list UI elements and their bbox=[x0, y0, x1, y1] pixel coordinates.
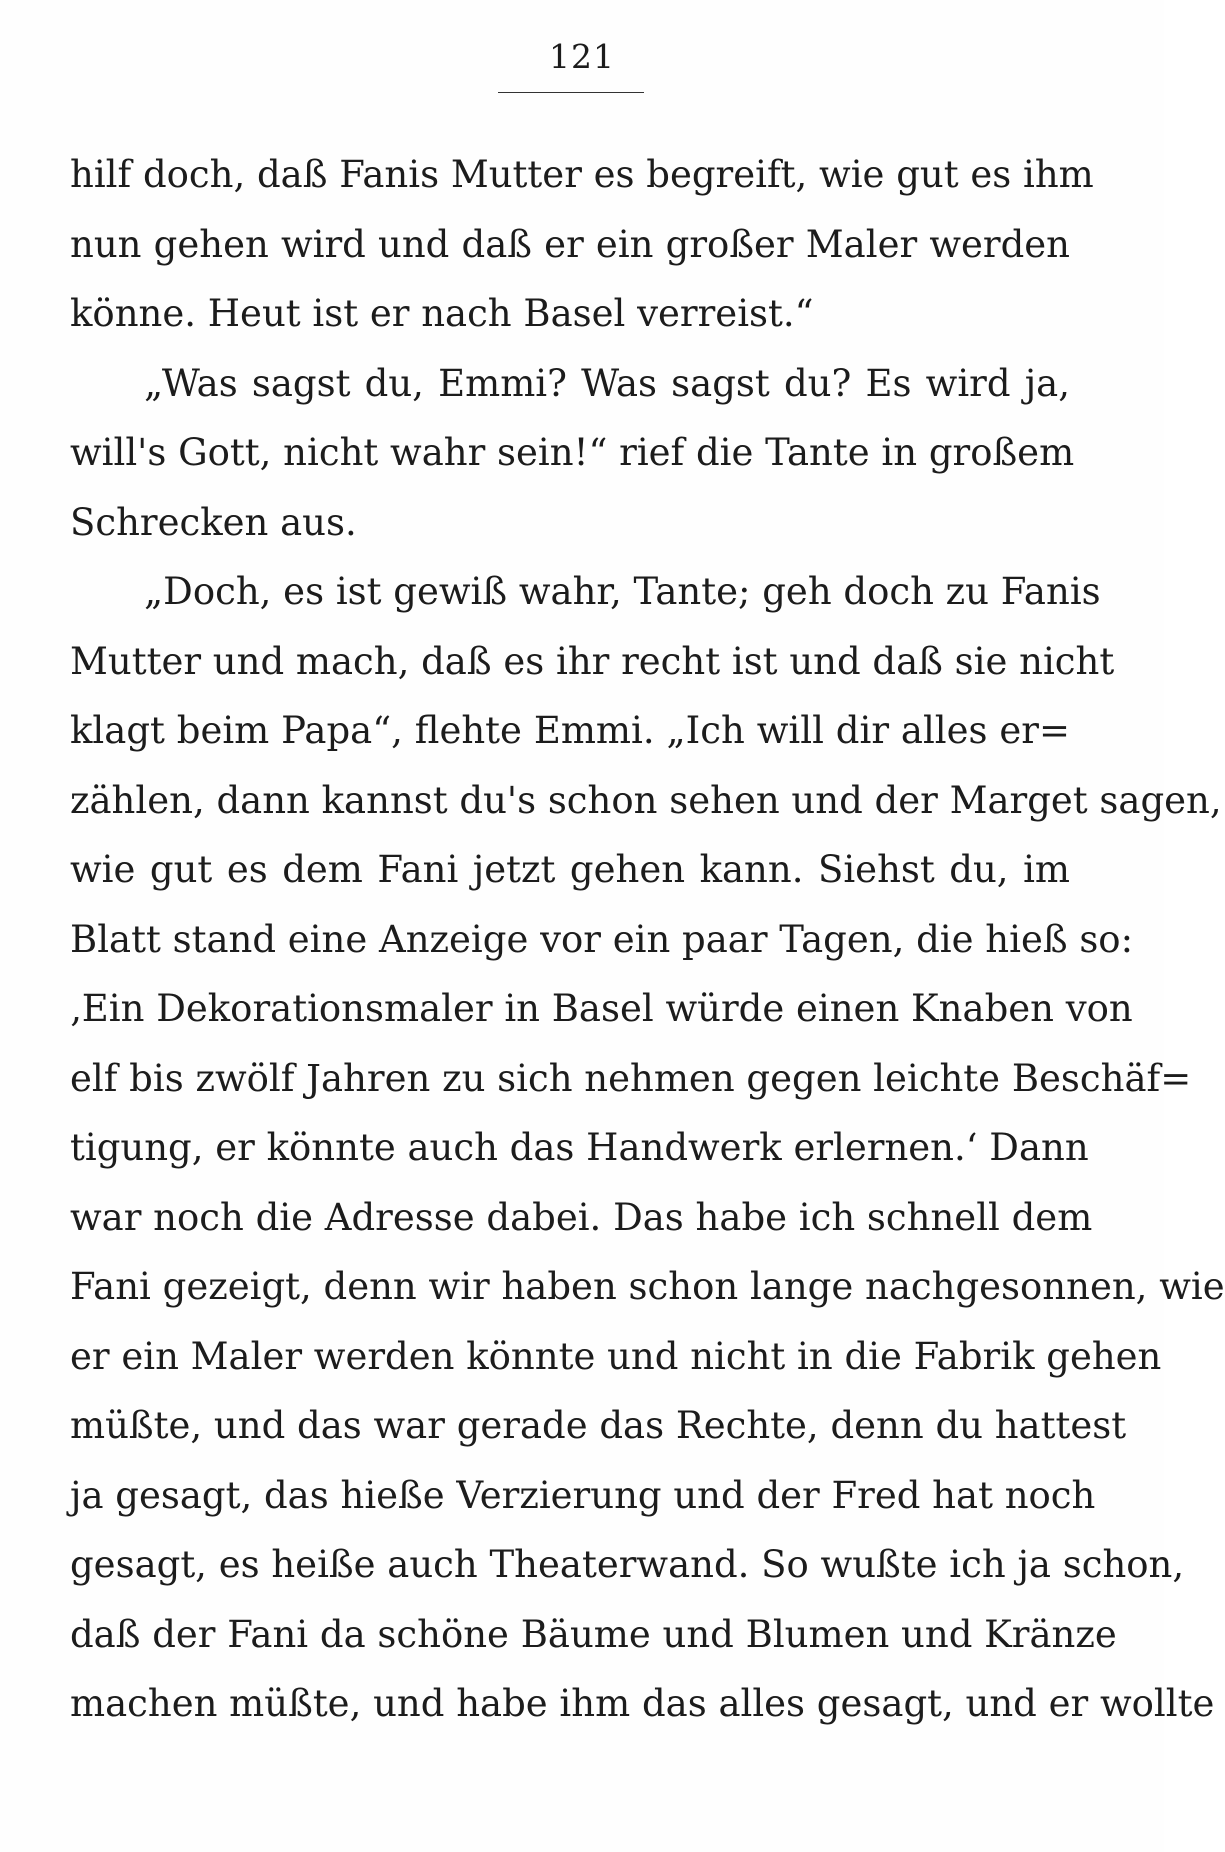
text-line: ja gesagt, das hieße Verzierung und der Fred hat noch bbox=[70, 1473, 1096, 1517]
text-line: hilf doch, daß Fanis Mutter es begreift, wie gut es ihm bbox=[70, 153, 1094, 196]
page-number: 121 bbox=[549, 37, 615, 76]
text-line: war noch die Adresse dabei. Das habe ich schnell dem bbox=[70, 1195, 1093, 1239]
text-line: Mutter und mach, daß es ihr recht ist und daß sie nicht bbox=[70, 639, 1115, 683]
text-line: nun gehen wird und daß er ein großer Maler werden bbox=[70, 222, 1070, 266]
text-line: tigung, er könnte auch das Handwerk erlernen.‘ Dann bbox=[70, 1126, 1089, 1169]
text-line: gesagt, es heiße auch Theaterwand. So wußte ich ja schon, bbox=[70, 1543, 1185, 1586]
text-line: Schrecken aus. bbox=[70, 500, 357, 544]
body-text bbox=[70, 140, 1225, 1739]
text-line: „Was sagst du, Emmi? Was sagst du? Es wird ja, bbox=[144, 361, 1070, 405]
text-line: „Doch, es ist gewiß wahr, Tante; geh doch zu Fanis bbox=[144, 570, 1101, 613]
text-line: will's Gott, nicht wahr sein!“ rief die Tante in großem bbox=[70, 431, 1075, 474]
text-line: zählen, dann kannst du's schon sehen und der Marget sagen, bbox=[70, 778, 1222, 822]
text-line: könne. Heut ist er nach Basel verreist.“ bbox=[70, 292, 814, 335]
text-line: müßte, und das war gerade das Rechte, denn du hattest bbox=[70, 1404, 1127, 1447]
text-line: daß der Fani da schöne Bäume und Blumen und Kränze bbox=[70, 1612, 1117, 1656]
text-line: wie gut es dem Fani jetzt gehen kann. Siehst du, im bbox=[70, 848, 1070, 891]
text-line: Blatt stand eine Anzeige vor ein paar Tagen, die hieß so: bbox=[70, 917, 1134, 961]
text-line: Fani gezeigt, denn wir haben schon lange nachgesonnen, wie bbox=[70, 1265, 1225, 1308]
text-line: klagt beim Papa“, flehte Emmi. „Ich will dir alles er= bbox=[70, 709, 1070, 752]
text-line: er ein Maler werden könnte und nicht in die Fabrik gehen bbox=[70, 1334, 1162, 1378]
text-line: machen müßte, und habe ihm das alles gesagt, und er wollte bbox=[70, 1682, 1215, 1725]
text-line: ‚Ein Dekorationsmaler in Basel würde einen Knaben von bbox=[70, 987, 1133, 1030]
page-number-rule bbox=[498, 92, 644, 93]
text-line: elf bis zwölf Jahren zu sich nehmen gegen leichte Beschäf= bbox=[70, 1056, 1192, 1100]
